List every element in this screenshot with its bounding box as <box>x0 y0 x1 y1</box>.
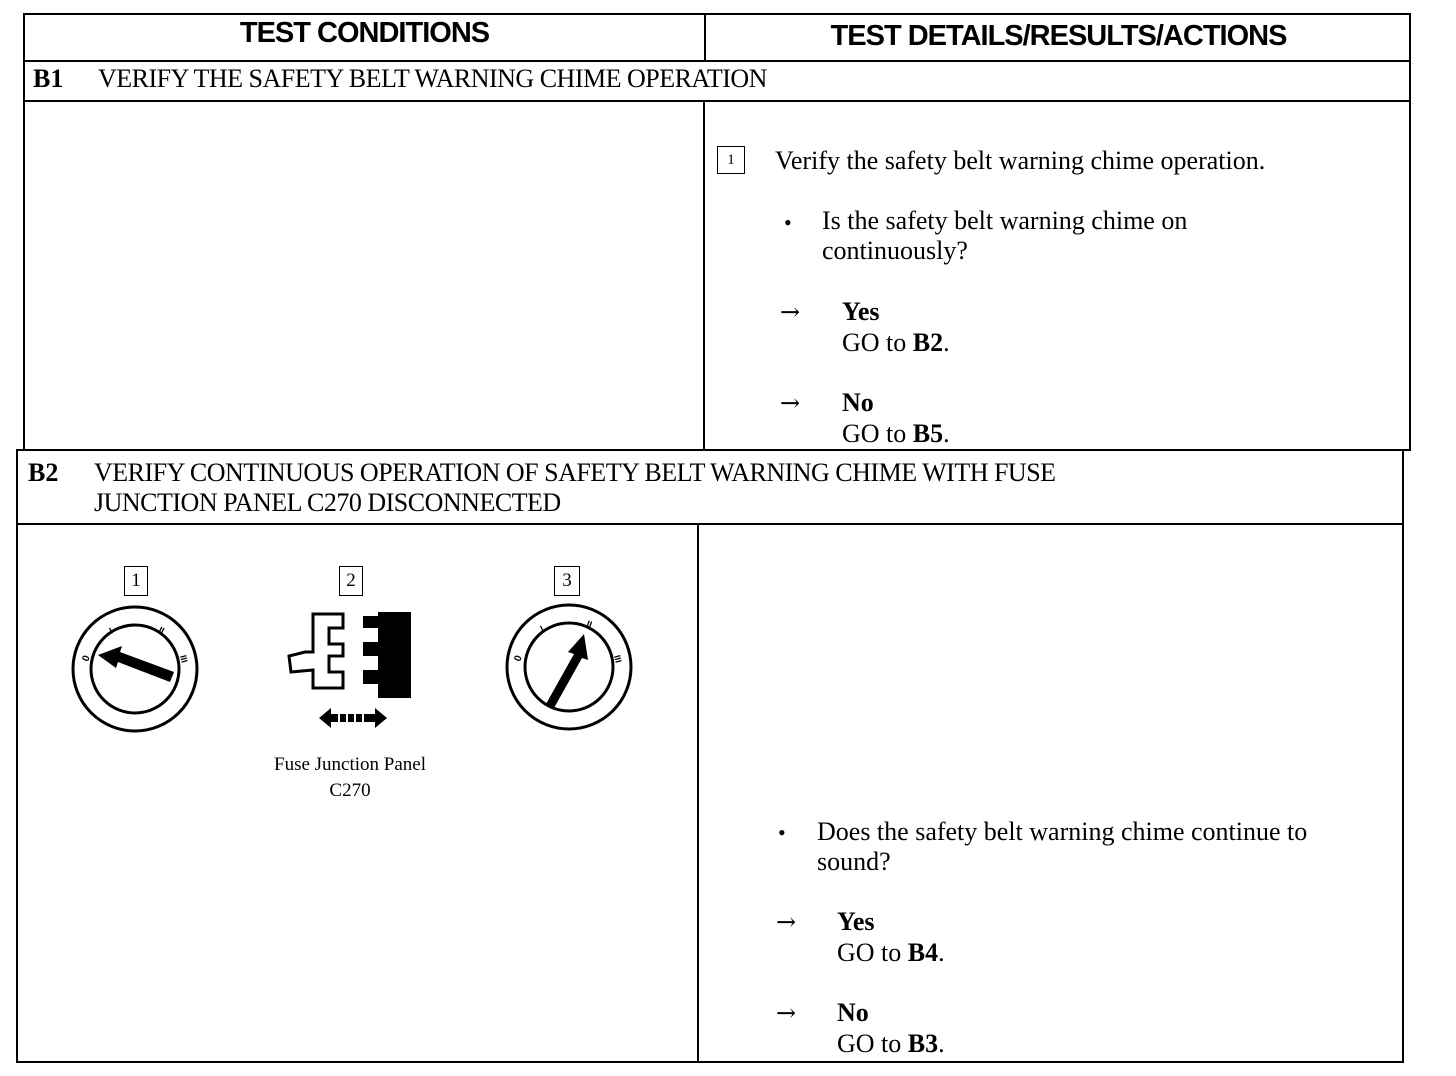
column-divider <box>703 100 705 451</box>
step-instruction: Verify the safety belt warning chime operation. <box>775 146 1266 175</box>
answer-yes-action: GO to B2. <box>842 328 950 357</box>
question-line: sound? <box>817 847 891 876</box>
answer-no-action: GO to B5. <box>842 419 950 448</box>
bullet: • <box>784 210 792 235</box>
ignition-label: 0 <box>80 654 93 664</box>
arrow-icon: → <box>776 999 797 1027</box>
answer-no-label: No <box>842 388 874 417</box>
question-line: Is the safety belt warning chime on <box>822 206 1188 235</box>
divider <box>16 523 1404 525</box>
ignition-label: I <box>538 623 546 634</box>
caption-line: Fuse Junction Panel <box>274 754 426 775</box>
section-title-b2: JUNCTION PANEL C270 DISCONNECTED <box>94 488 561 517</box>
ignition-switch-off-icon <box>70 604 200 734</box>
section-id-b2: B2 <box>28 458 59 487</box>
step-number-box: 3 <box>554 566 580 596</box>
section-title-b1: VERIFY THE SAFETY BELT WARNING CHIME OPERATION <box>98 64 767 93</box>
table-frame-lower <box>16 449 1404 1063</box>
bullet: • <box>778 820 786 845</box>
divider <box>23 60 1411 62</box>
section-title-b2: VERIFY CONTINUOUS OPERATION OF SAFETY BELT WARNING CHIME WITH FUSE <box>94 458 1056 487</box>
ignition-label: I <box>107 625 115 636</box>
arrow-icon: → <box>780 298 801 326</box>
caption-line: C270 <box>329 780 371 801</box>
header-test-details: TEST DETAILS/RESULTS/ACTIONS <box>830 20 1287 52</box>
header-test-conditions: TEST CONDITIONS <box>239 17 490 49</box>
connector-disconnect-icon <box>283 608 418 732</box>
answer-yes-label: Yes <box>842 297 880 326</box>
ignition-label: II <box>157 624 166 636</box>
answer-yes-action: GO to B4. <box>837 938 945 967</box>
arrow-icon: → <box>776 908 797 936</box>
step-number-box: 2 <box>339 566 363 596</box>
divider <box>23 100 1411 102</box>
section-id-b1: B1 <box>33 64 64 93</box>
arrow-icon: → <box>780 389 801 417</box>
connector-caption <box>240 752 460 804</box>
ignition-switch-run-icon <box>504 602 634 732</box>
answer-no-action: GO to B3. <box>837 1029 945 1058</box>
step-number-box: 1 <box>717 146 745 174</box>
question-line: Does the safety belt warning chime continue to <box>817 817 1308 846</box>
ignition-label: III <box>178 653 190 664</box>
step-number-box: 1 <box>124 566 148 596</box>
answer-yes-label: Yes <box>837 907 875 936</box>
ignition-label: 0 <box>512 654 525 664</box>
column-divider <box>697 523 699 1063</box>
ignition-label: II <box>585 618 594 630</box>
question-line: continuously? <box>822 236 968 265</box>
ignition-label: III <box>612 653 624 664</box>
answer-no-label: No <box>837 998 869 1027</box>
